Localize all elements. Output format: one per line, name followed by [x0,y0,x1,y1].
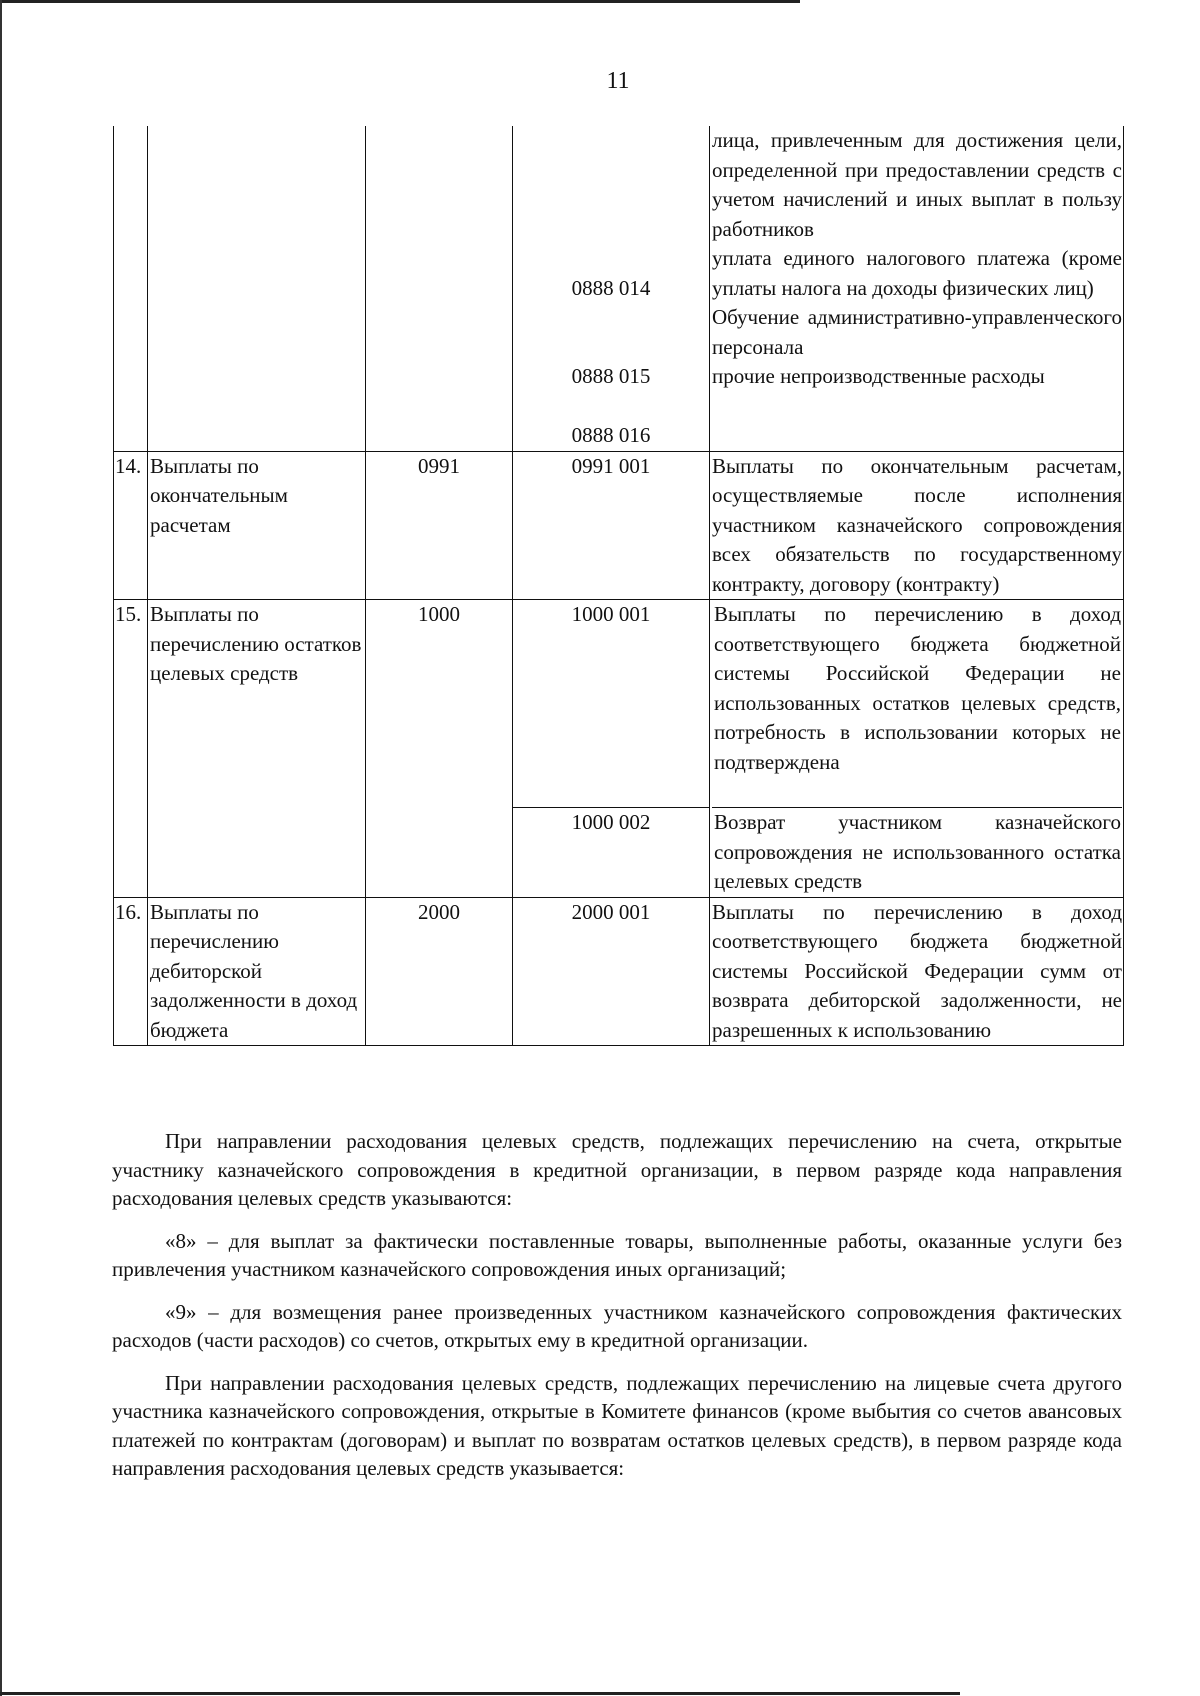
paragraph: «8» – для выплат за фактически поставленные товары, выполненные работы, оказанные услуги без привлечения участником казначейского сопровождения иных организаций; [112,1228,1122,1281]
row-code-cell [366,126,513,451]
table-row-15 [114,600,1124,898]
row-name: Выплаты по перечислению остатков целевых средств [148,600,366,898]
row-description: Выплаты по перечислению в доход соответствующего бюджета бюджетной системы Российской Федерации сумм от возврата дебиторской задолженности, не разрешенных к использованию [710,897,1124,1046]
row-code: 0991 [366,451,513,600]
description: прочие непроизводственные расходы [712,364,1045,388]
row-subcode: 2000 001 [513,897,710,1046]
row-subcode: 0991 001 [513,451,710,600]
scan-edge-top [0,0,800,3]
row-name: Выплаты по окончательным расчетам [148,451,366,600]
description: уплата единого налогового платежа (кроме уплаты налога на доходы физических лиц) [712,246,1122,300]
table-row-continuation [114,126,1124,451]
table-row-16 [114,897,1124,1046]
expense-codes-table [113,126,1124,1046]
paragraph: При направлении расходования целевых средств, подлежащих перечислению на лицевые счета другого участника казначейского сопровождения, открытые в Комитете финансов (кроме выбытия со счетов авансовых платежей по контрактам (договорам) и выплат по возвратам остатков целевых средств), в первом разряде кода направления расходования целевых средств указывается: [112,1370,1122,1480]
scan-edge-left [0,0,2,1696]
paragraph: При направлении расходования целевых средств, подлежащих перечислению на счета, открытые участнику казначейского сопровождения в кредитной организации, в первом разряде кода направления расходования целевых средств указываются: [112,1129,1122,1210]
description: лица, привлеченным для достижения цели, определенной при предоставлении средств с учетом начислений и иных выплат в пользу работников [712,128,1122,241]
page-number: 11 [606,68,630,94]
description: Возврат участником казначейского сопровождения не использованного остатка целевых средств [712,807,1122,897]
scan-edge-bottom [0,1692,960,1695]
subcode: 1000 002 [513,807,709,838]
row-number: 16. [114,897,148,1046]
subcode [513,126,709,274]
body-text [112,1127,1122,1497]
row-subcode-cell [513,126,710,451]
row-description-cell [710,126,1124,451]
row-number: 14. [114,451,148,600]
subcode: 0888 014 [571,276,651,300]
subcode: 1000 001 [571,602,651,626]
row-description: Выплаты по окончательным расчетам, осуществляемые после исполнения участником казначейского сопровождения всех обязательств по государственному контракту, договору (контракту) [710,451,1124,600]
row-number-cell [114,126,148,451]
description: Обучение административно-управленческого персонала [712,305,1122,359]
row-code: 1000 [366,600,513,898]
row-number: 15. [114,600,148,898]
row-description-cell [710,600,1124,898]
subcode: 0888 016 [571,423,651,447]
paragraph: «9» – для возмещения ранее произведенных участником казначейского сопровождения фактических расходов (части расходов) со счетов, открытых ему в кредитной организации. [112,1299,1122,1352]
table-row-14 [114,451,1124,600]
subcode: 0888 015 [571,364,651,388]
description: Выплаты по перечислению в доход соответствующего бюджета бюджетной системы Российской Федерации не использованных остатков целевых средств, потребность в использовании которых не подтверждена [714,602,1121,774]
row-code: 2000 [366,897,513,1046]
row-subcode-cell [513,600,710,898]
row-name-cell [148,126,366,451]
row-name: Выплаты по перечислению дебиторской задолженности в доход бюджета [148,897,366,1046]
